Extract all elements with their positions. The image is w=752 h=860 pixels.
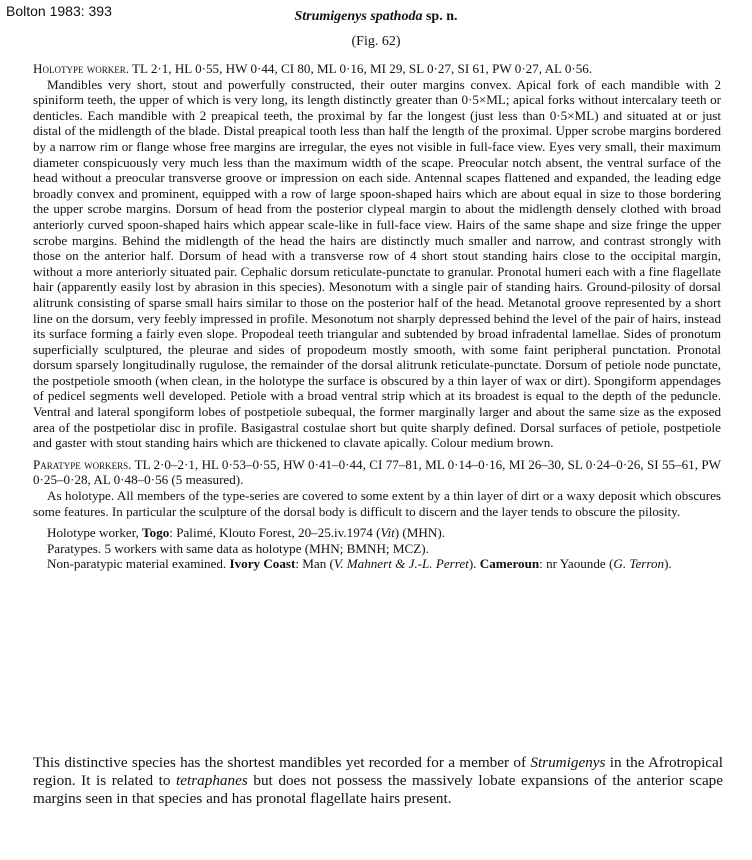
holotype-depository: ) (MHN).	[394, 525, 445, 541]
paratype-material: Paratypes. 5 workers with same data as holotype (MHN; BMNH; MCZ).	[47, 540, 429, 556]
species-status: sp. n.	[425, 9, 458, 24]
nonparatype-label: Non-paratypic material examined.	[47, 556, 227, 572]
holotype-collector: Vit	[380, 525, 395, 541]
locality-man-end: ).	[468, 556, 477, 572]
paratype-section	[33, 457, 721, 488]
nonparatype-material	[33, 556, 721, 572]
figure-reference: (Fig. 62)	[351, 34, 401, 49]
paratype-heading: Paratype workers.	[33, 456, 132, 472]
discussion-text-3: but does not possess the massively lobate expansions of the anterior scape margins seen in that species and has pronotal flagellate hairs present.	[33, 771, 724, 807]
collector-mahnert-perret: V. Mahnert & J.-L. Perret	[333, 556, 469, 572]
genus-name: Strumigenys	[530, 754, 606, 771]
locality-man: : Man (	[295, 556, 334, 572]
collector-terron: G. Terron	[613, 556, 665, 572]
main-text	[33, 61, 721, 572]
related-species-name: tetraphanes	[176, 771, 248, 789]
holotype-description: Mandibles very short, stout and powerfully constructed, their outer margins convex. Apical fork of each mandible with 2 spiniform teeth, the upper of which is very long, its length distinctly greater than 0·5×ML; apical forks without intercalary teeth or denticles. Each mandible with 2 preapical teeth, the proximal by far the longest (just less than 0·5×ML) and situated at or just distal of the midlength of the blade. Distal preapical tooth less than half the length of the proximal. Upper scrobe margins bordered by a narrow rim or flange whose free margins are irregular, the eyes not visible in full-face view. Eyes very small, their maximum diameter conspicuously very much less than the maximum width of the scape. Preocular notch absent, the ventral surface of the head without a preocular transverse groove or impression on each side. Antennal scapes flattened and expanded, the leading edge broadly convex and prominent, equipped with a row of large spoon-shaped hairs which are about equal in size to those bordering the upper scrobe margins. Dorsum of head from the posterior clypeal margin to about the midlength densely clothed with broad anteriorly curved spoon-shaped hairs which appear scale-like in full-face view. Hairs of the same shape and size fringe the upper scrobe margins. Behind the midlength of the head the hairs are distinctly much smaller and narrow, and contrast strongly with those on the anterior half. Dorsum of head with a transverse row of 4 short stout standing hairs close to the occipital margin, without a more anteriorly situated pair. Cephalic dorsum reticulate-punctate to granular. Pronotal humeri each with a fine flagellate hair (apparently easily lost by abrasion in this species). Mesonotum with a single pair of standing hairs. Ground-pilosity of dorsal alitrunk consisting of sparse small hairs similar to those on the posterior half of the head. Metanotal groove represented by a short line on the dorsum, very feebly impressed in profile. Mesonotum not sharply depressed behind the level of the pair of hairs, instead its surface forming a fairly even slope. Propodeal teeth triangular and subtended by broad infradental lamellae. Sides of pronotum superficially sculptured, the pleurae and sides of propodeum mostly smooth, with some faint peripheral punctation. Pronotal dorsum sparsely longitudinally rugulose, the remainder of the dorsal alitrunk reticulate-punctate. Dorsum of petiole node punctate, the postpetiole smooth (when clean, in the holotype the surface is obscured by a thin layer of wax or dirt). Spongiform appendages of pedicel segments well developed. Petiole with a broad ventral strip which at its broadest is equal to the depth of the peduncle. Ventral and lateral spongiform lobes of postpetiole subequal, the former marginally larger and about the same size as the exposed area of the postpetiolar disc in profile. Basigastral costulae short but quite sharply defined. Dorsal surfaces of petiole, postpetiole and gaster with stout standing hairs which are thickened to clavate apically. Colour medium brown.	[33, 76, 721, 451]
holotype-section	[33, 61, 721, 77]
species-title	[0, 7, 752, 25]
country-cameroun: Cameroun	[479, 556, 540, 572]
paratype-measurements: TL 2·0–2·1, HL 0·53–0·55, HW 0·41–0·44, CI 77–81, ML 0·14–0·16, MI 26–30, SL 0·24–0·26, SI 55–61, PW 0·25–0·28, AL 0·48–0·56 (5 measured).	[33, 456, 721, 488]
species-name: Strumigenys spathoda	[294, 9, 423, 24]
discussion-paragraph	[33, 754, 723, 807]
citation-label: Bolton 1983: 393	[6, 3, 112, 19]
holotype-measurements: TL 2·1, HL 0·55, HW 0·44, CI 80, ML 0·16, MI 29, SL 0·27, SI 61, PW 0·27, AL 0·56.	[132, 61, 593, 76]
country-ivory-coast: Ivory Coast	[229, 556, 296, 572]
holotype-material	[33, 525, 721, 541]
discussion-text-2: in the Afrotropical region. It is related to	[33, 754, 724, 789]
paratype-description: As holotype. All members of the type-series are covered to some extent by a thin layer of dirt or a waxy deposit which obscures some features. In particular the sculpture of the dorsal body is difficult to discern and the layer tends to obscure the pilosity.	[33, 488, 721, 519]
holotype-locality: : Palimé, Klouto Forest, 20–25.iv.1974 (	[169, 525, 381, 541]
locality-yaounde-end: ).	[664, 556, 672, 572]
locality-yaounde: : nr Yaounde (	[539, 556, 614, 572]
holotype-country: Togo	[142, 525, 170, 541]
discussion-text-1: This distinctive species has the shortest mandibles yet recorded for a member of	[33, 754, 527, 771]
holotype-material-label: Holotype worker,	[47, 525, 139, 541]
holotype-heading: Holotype worker.	[33, 61, 129, 76]
